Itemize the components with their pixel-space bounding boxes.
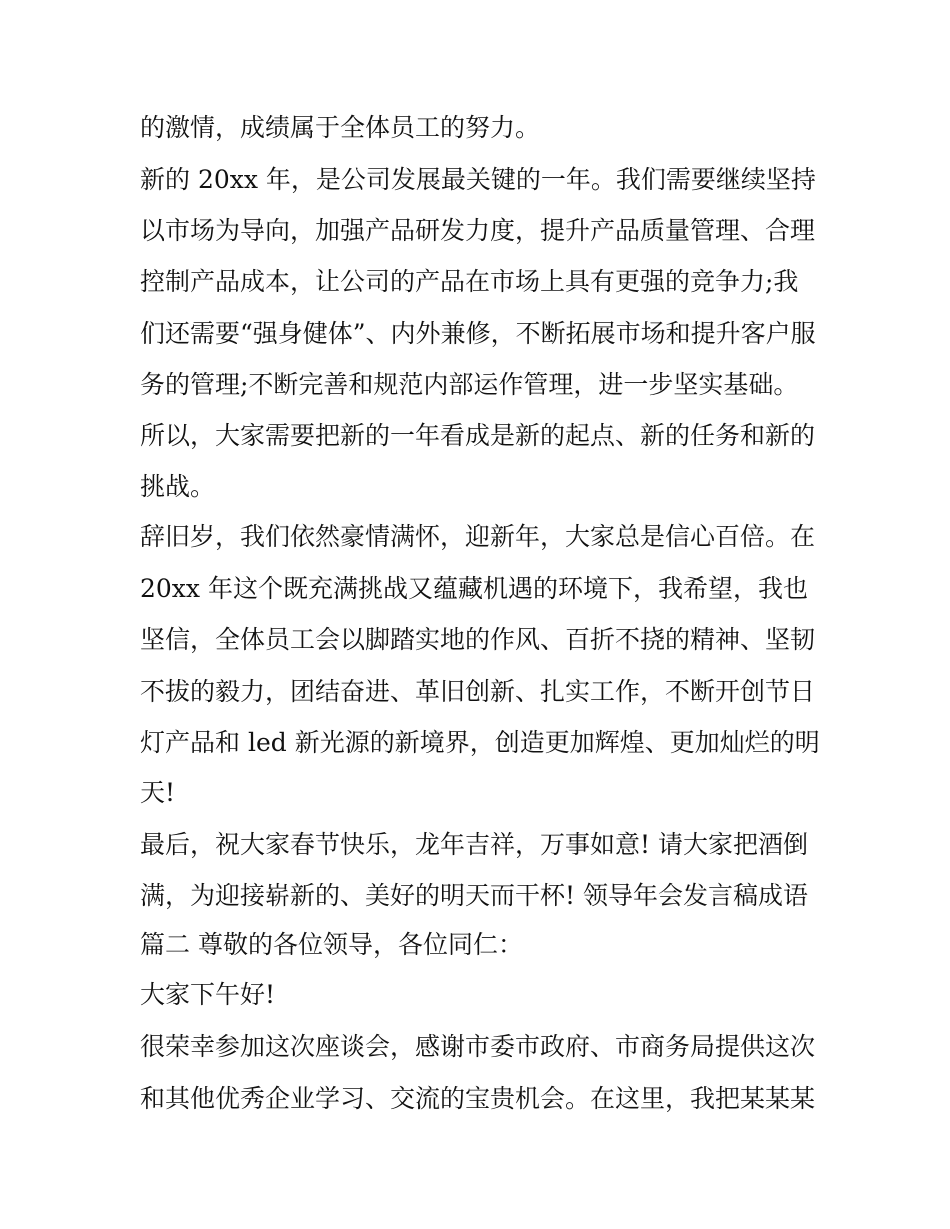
- text-line: 篇二 尊敬的各位领导，各位同仁：: [140, 930, 523, 959]
- text-line: 20xx 年这个既充满挑战又蕴藏机遇的环境下，我希望，我也: [140, 574, 808, 603]
- text-line: 辞旧岁，我们依然豪情满怀，迎新年，大家总是信心百倍。在: [140, 522, 816, 551]
- text-line: 的激情，成绩属于全体员工的努力。: [140, 113, 541, 142]
- text-line: 务的管理;不断完善和规范内部运作管理，进一步坚实基础。: [140, 370, 799, 399]
- text-line: 大家下午好!: [140, 980, 276, 1009]
- text-line: 新的 20xx 年，是公司发展最关键的一年。我们需要继续坚持: [140, 165, 816, 194]
- text-line: 满，为迎接崭新的、美好的明天而干杯! 领导年会发言稿成语: [140, 881, 808, 910]
- text-line: 们还需要“强身健体”、内外兼修，不断拓展市场和提升客户服: [140, 319, 816, 348]
- text-line: 和其他优秀企业学习、交流的宝贵机会。在这里，我把某某某: [140, 1084, 816, 1113]
- text-line: 以市场为导向，加强产品研发力度，提升产品质量管理、合理: [140, 216, 816, 245]
- text-line: 不拔的毅力，团结奋进、革旧创新、扎实工作，不断开创节日: [140, 677, 816, 706]
- text-line: 天!: [140, 778, 176, 807]
- text-line: 所以，大家需要把新的一年看成是新的起点、新的任务和新的: [140, 421, 816, 450]
- text-line: 挑战。: [140, 472, 216, 501]
- text-line: 最后，祝大家春节快乐，龙年吉祥，万事如意! 请大家把酒倒: [140, 830, 808, 859]
- text-line: 坚信，全体员工会以脚踏实地的作风、百折不挠的精神、坚韧: [140, 625, 816, 654]
- text-line: 控制产品成本，让公司的产品在市场上具有更强的竞争力;我: [140, 267, 799, 296]
- text-line: 灯产品和 led 新光源的新境界，创造更加辉煌、更加灿烂的明: [140, 728, 820, 757]
- text-line: 很荣幸参加这次座谈会，感谢市委市政府、市商务局提供这次: [140, 1032, 816, 1061]
